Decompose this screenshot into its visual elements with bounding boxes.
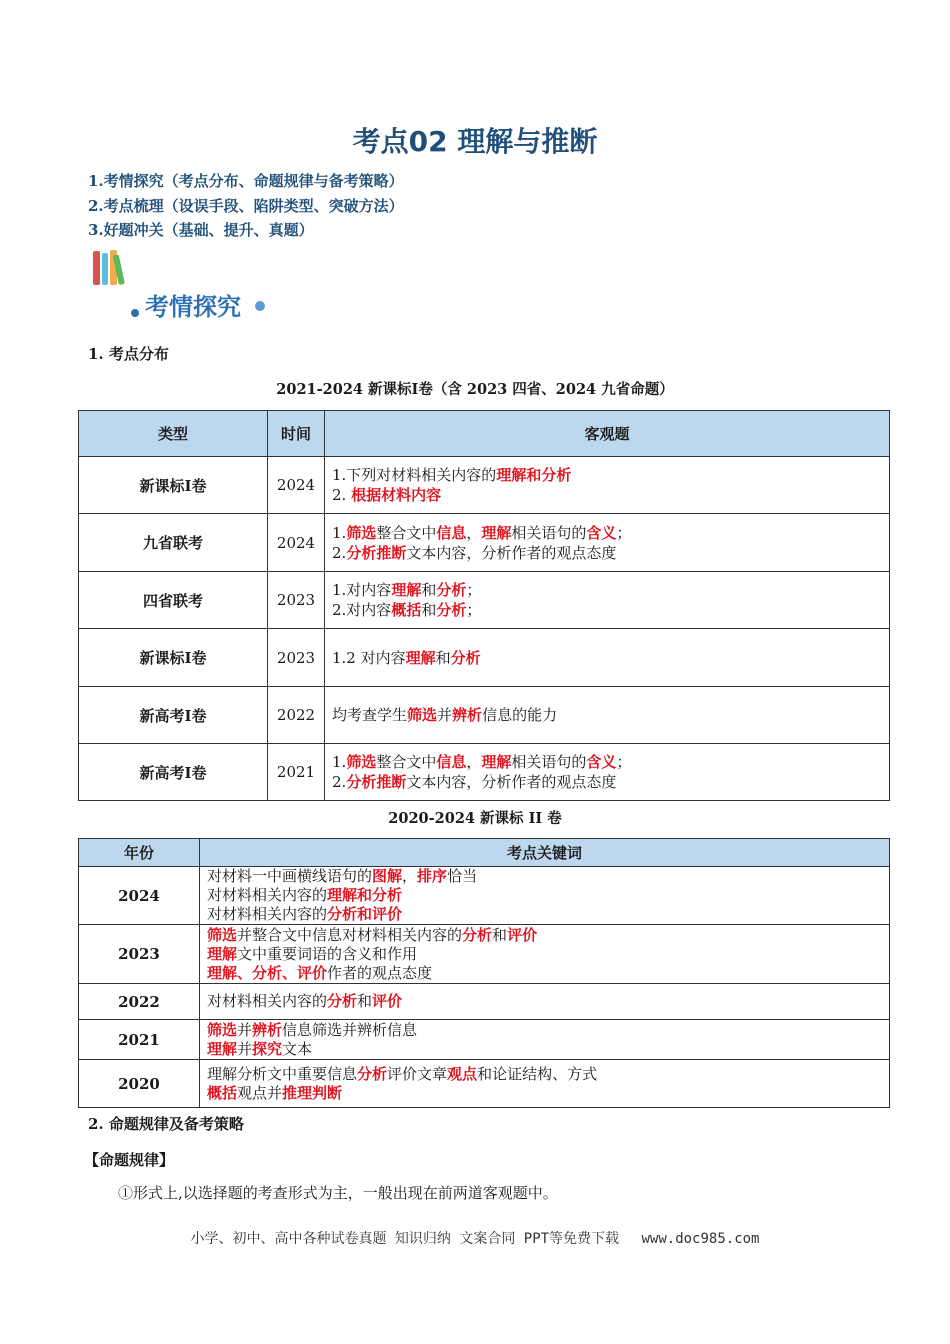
- header-year: 年份: [79, 839, 200, 867]
- rule-heading: 【命题规律】: [84, 1151, 175, 1169]
- text-segment: 信息的能力: [482, 706, 558, 724]
- cell-questions: [325, 744, 890, 801]
- text-segment: 相关语句的: [511, 523, 587, 542]
- table-row: [79, 514, 890, 572]
- cell-line: [332, 485, 889, 505]
- highlight-text: 推理判断: [282, 1083, 343, 1102]
- text-segment: 和: [357, 992, 373, 1010]
- text-segment: 1.对内容: [332, 581, 392, 599]
- highlight-text: 评价: [507, 925, 538, 944]
- highlight-text: 分析: [436, 601, 467, 619]
- text-segment: 文本内容，分析作者的观点态度: [406, 773, 617, 791]
- keyword-table: [78, 838, 890, 1108]
- text-segment: 对材料相关内容的: [207, 992, 328, 1010]
- cell-type: 新课标Ⅰ卷: [79, 629, 268, 687]
- text-segment: 并整合文中信息对材料相关内容的: [237, 925, 463, 944]
- text-segment: 并: [237, 1020, 253, 1039]
- cell-type: 新课标Ⅰ卷: [79, 457, 268, 514]
- highlight-text: 排序: [417, 867, 448, 885]
- highlight-text: 分析: [357, 1064, 388, 1083]
- table-row: [79, 687, 890, 744]
- text-segment: 并: [437, 706, 453, 724]
- highlight-text: 信息: [436, 753, 467, 771]
- highlight-text: 理解和分析: [327, 886, 403, 904]
- cell-type: 四省联考: [79, 572, 268, 629]
- text-segment: 观点并: [237, 1083, 283, 1102]
- highlight-text: 筛选: [407, 706, 438, 724]
- highlight-text: 图解: [372, 867, 403, 885]
- page-footer: 小学、初中、高中各种试卷真题 知识归纳 文案合同 PPT等免费下载 www.doc985.com: [190, 1231, 760, 1247]
- highlight-text: 筛选: [346, 753, 377, 771]
- banner-dot: [255, 301, 265, 311]
- text-segment: 和: [421, 581, 437, 599]
- text-segment: 和: [421, 601, 437, 619]
- table1-caption: 2021-2024 新课标Ⅰ卷（含 2023 四省、2024 九省命题）: [276, 381, 674, 398]
- section-banner: [93, 283, 273, 323]
- cell-keywords: [200, 925, 890, 984]
- text-segment: 理解分析文中重要信息: [207, 1064, 358, 1083]
- cell-questions: [325, 687, 890, 744]
- table-row: [79, 572, 890, 629]
- cell-keywords: [200, 1020, 890, 1060]
- text-segment: 并: [237, 1039, 253, 1058]
- highlight-text: 分析: [462, 925, 493, 944]
- text-segment: 文中重要词语的含义和作用: [237, 944, 418, 963]
- toc-item-2: 2.考点梳理（设误手段、陷阱类型、突破方法）: [88, 197, 404, 215]
- cell-line: [332, 600, 889, 620]
- highlight-text: 分析推断: [346, 773, 407, 791]
- rule-item-1: ①形式上,以选择题的考查形式为主，一般出现在前两道客观题中。: [118, 1184, 558, 1202]
- text-segment: 作者的观点态度: [327, 963, 433, 982]
- cell-year: 2023: [268, 572, 325, 629]
- section2-heading: 2. 命题规律及备考策略: [88, 1115, 244, 1133]
- text-segment: 信息筛选并辨析信息: [282, 1020, 418, 1039]
- text-segment: 对材料相关内容的: [207, 886, 328, 904]
- cell-year: 2024: [268, 457, 325, 514]
- header-keywords: 考点关键词: [200, 839, 890, 867]
- header-questions: 客观题: [325, 411, 890, 457]
- cell-keywords: [200, 867, 890, 925]
- cell-line: [207, 1065, 889, 1084]
- table-row: [79, 1060, 890, 1108]
- text-segment: ，: [402, 867, 418, 885]
- text-segment: 1.: [332, 523, 347, 542]
- highlight-text: 分析推断: [346, 543, 407, 562]
- cell-line: [207, 992, 889, 1011]
- highlight-text: 观点: [447, 1064, 478, 1083]
- header-type: 类型: [79, 411, 268, 457]
- highlight-text: 概括: [391, 601, 422, 619]
- text-segment: 和论证结构、方式: [477, 1064, 598, 1083]
- toc-item-1: 1.考情探究（考点分布、命题规律与备考策略）: [88, 172, 404, 190]
- highlight-text: 筛选: [207, 925, 238, 944]
- banner-label: 考情探究: [145, 293, 241, 321]
- text-segment: 文本: [282, 1039, 313, 1058]
- cell-line: [207, 926, 889, 945]
- cell-questions: [325, 629, 890, 687]
- text-segment: 2.: [332, 543, 347, 562]
- cell-line: [207, 867, 889, 886]
- text-segment: 2.对内容: [332, 601, 392, 619]
- cell-line: [207, 964, 889, 983]
- cell-line: [332, 543, 889, 563]
- text-segment: 整合文中: [376, 753, 437, 771]
- table-row: [79, 867, 890, 925]
- text-segment: 2.: [332, 773, 347, 791]
- table-row: [79, 629, 890, 687]
- highlight-text: 筛选: [346, 523, 377, 542]
- header-year: 时间: [268, 411, 325, 457]
- cell-questions: [325, 514, 890, 572]
- cell-line: [207, 886, 889, 905]
- text-segment: 对材料相关内容的: [207, 905, 328, 923]
- highlight-text: 理解: [207, 944, 238, 963]
- cell-year: 2024: [79, 867, 200, 925]
- cell-type: 新高考Ⅰ卷: [79, 744, 268, 801]
- cell-line: [207, 1040, 889, 1059]
- cell-keywords: [200, 1060, 890, 1108]
- cell-line: [207, 945, 889, 964]
- cell-line: [332, 705, 889, 725]
- highlight-text: 理解: [405, 648, 436, 667]
- highlight-text: 概括: [207, 1083, 238, 1102]
- cell-type: 九省联考: [79, 514, 268, 572]
- section1-heading: 1. 考点分布: [88, 345, 169, 363]
- cell-line: [207, 1084, 889, 1103]
- text-segment: 恰当: [447, 867, 478, 885]
- highlight-text: 理解: [391, 581, 422, 599]
- highlight-text: 探究: [252, 1039, 283, 1058]
- table-row: [79, 1020, 890, 1060]
- highlight-text: 分析: [450, 648, 481, 667]
- cell-line: [332, 465, 889, 485]
- text-segment: 和: [492, 925, 508, 944]
- highlight-text: 根据材料内容: [351, 486, 442, 504]
- text-segment: 文本内容，分析作者的观点态度: [406, 543, 617, 562]
- cell-year: 2023: [268, 629, 325, 687]
- text-segment: 均考查学生: [332, 706, 408, 724]
- cell-line: [332, 752, 889, 772]
- cell-type: 新高考Ⅰ卷: [79, 687, 268, 744]
- cell-year: 2024: [268, 514, 325, 572]
- highlight-text: 理解: [481, 753, 512, 771]
- text-segment: ，: [466, 523, 482, 542]
- highlight-text: 理解: [207, 1039, 238, 1058]
- cell-line: [332, 523, 889, 543]
- highlight-text: 理解: [481, 523, 512, 542]
- cell-line: [207, 905, 889, 924]
- table-row: [79, 925, 890, 984]
- text-segment: 对材料一中画横线语句的: [207, 867, 373, 885]
- highlight-text: 分析: [436, 581, 467, 599]
- text-segment: ；: [616, 753, 632, 771]
- text-segment: 1.下列对材料相关内容的: [332, 466, 497, 484]
- highlight-text: 辨析: [252, 1020, 283, 1039]
- table2-caption: 2020-2024 新课标 II 卷: [388, 810, 562, 827]
- highlight-text: 含义: [586, 523, 617, 542]
- toc-item-3: 3.好题冲关（基础、提升、真题）: [88, 221, 314, 239]
- highlight-text: 理解、分析、评价: [207, 963, 328, 982]
- text-segment: 相关语句的: [511, 753, 587, 771]
- cell-year: 2022: [79, 984, 200, 1020]
- cell-line: [332, 772, 889, 792]
- highlight-text: 含义: [586, 753, 617, 771]
- cell-year: 2021: [79, 1020, 200, 1060]
- cell-line: [207, 1021, 889, 1040]
- highlight-text: 辨析: [452, 706, 483, 724]
- text-segment: ；: [616, 523, 632, 542]
- page-title: 考点02 理解与推断: [352, 125, 598, 158]
- text-segment: 整合文中: [376, 523, 437, 542]
- text-segment: 2.: [332, 486, 352, 504]
- cell-line: [332, 648, 889, 668]
- table-row: [79, 457, 890, 514]
- cell-year: 2020: [79, 1060, 200, 1108]
- table-row: [79, 744, 890, 801]
- text-segment: ；: [466, 601, 482, 619]
- highlight-text: 分析和评价: [327, 905, 403, 923]
- text-segment: 1.: [332, 753, 347, 771]
- exam-distribution-table: [78, 410, 890, 801]
- text-segment: 和: [435, 648, 451, 667]
- cell-line: [332, 580, 889, 600]
- cell-year: 2023: [79, 925, 200, 984]
- cell-keywords: [200, 984, 890, 1020]
- highlight-text: 信息: [436, 523, 467, 542]
- highlight-text: 筛选: [207, 1020, 238, 1039]
- highlight-text: 评价: [372, 992, 403, 1010]
- cell-year: 2021: [268, 744, 325, 801]
- text-segment: ，: [466, 753, 482, 771]
- table-row: [79, 984, 890, 1020]
- cell-year: 2022: [268, 687, 325, 744]
- cell-questions: [325, 572, 890, 629]
- cell-questions: [325, 457, 890, 514]
- text-segment: ；: [466, 581, 482, 599]
- highlight-text: 理解和分析: [496, 466, 572, 484]
- text-segment: 评价文章: [387, 1064, 448, 1083]
- text-segment: 1.2 对内容: [332, 648, 406, 667]
- highlight-text: 分析: [327, 992, 358, 1010]
